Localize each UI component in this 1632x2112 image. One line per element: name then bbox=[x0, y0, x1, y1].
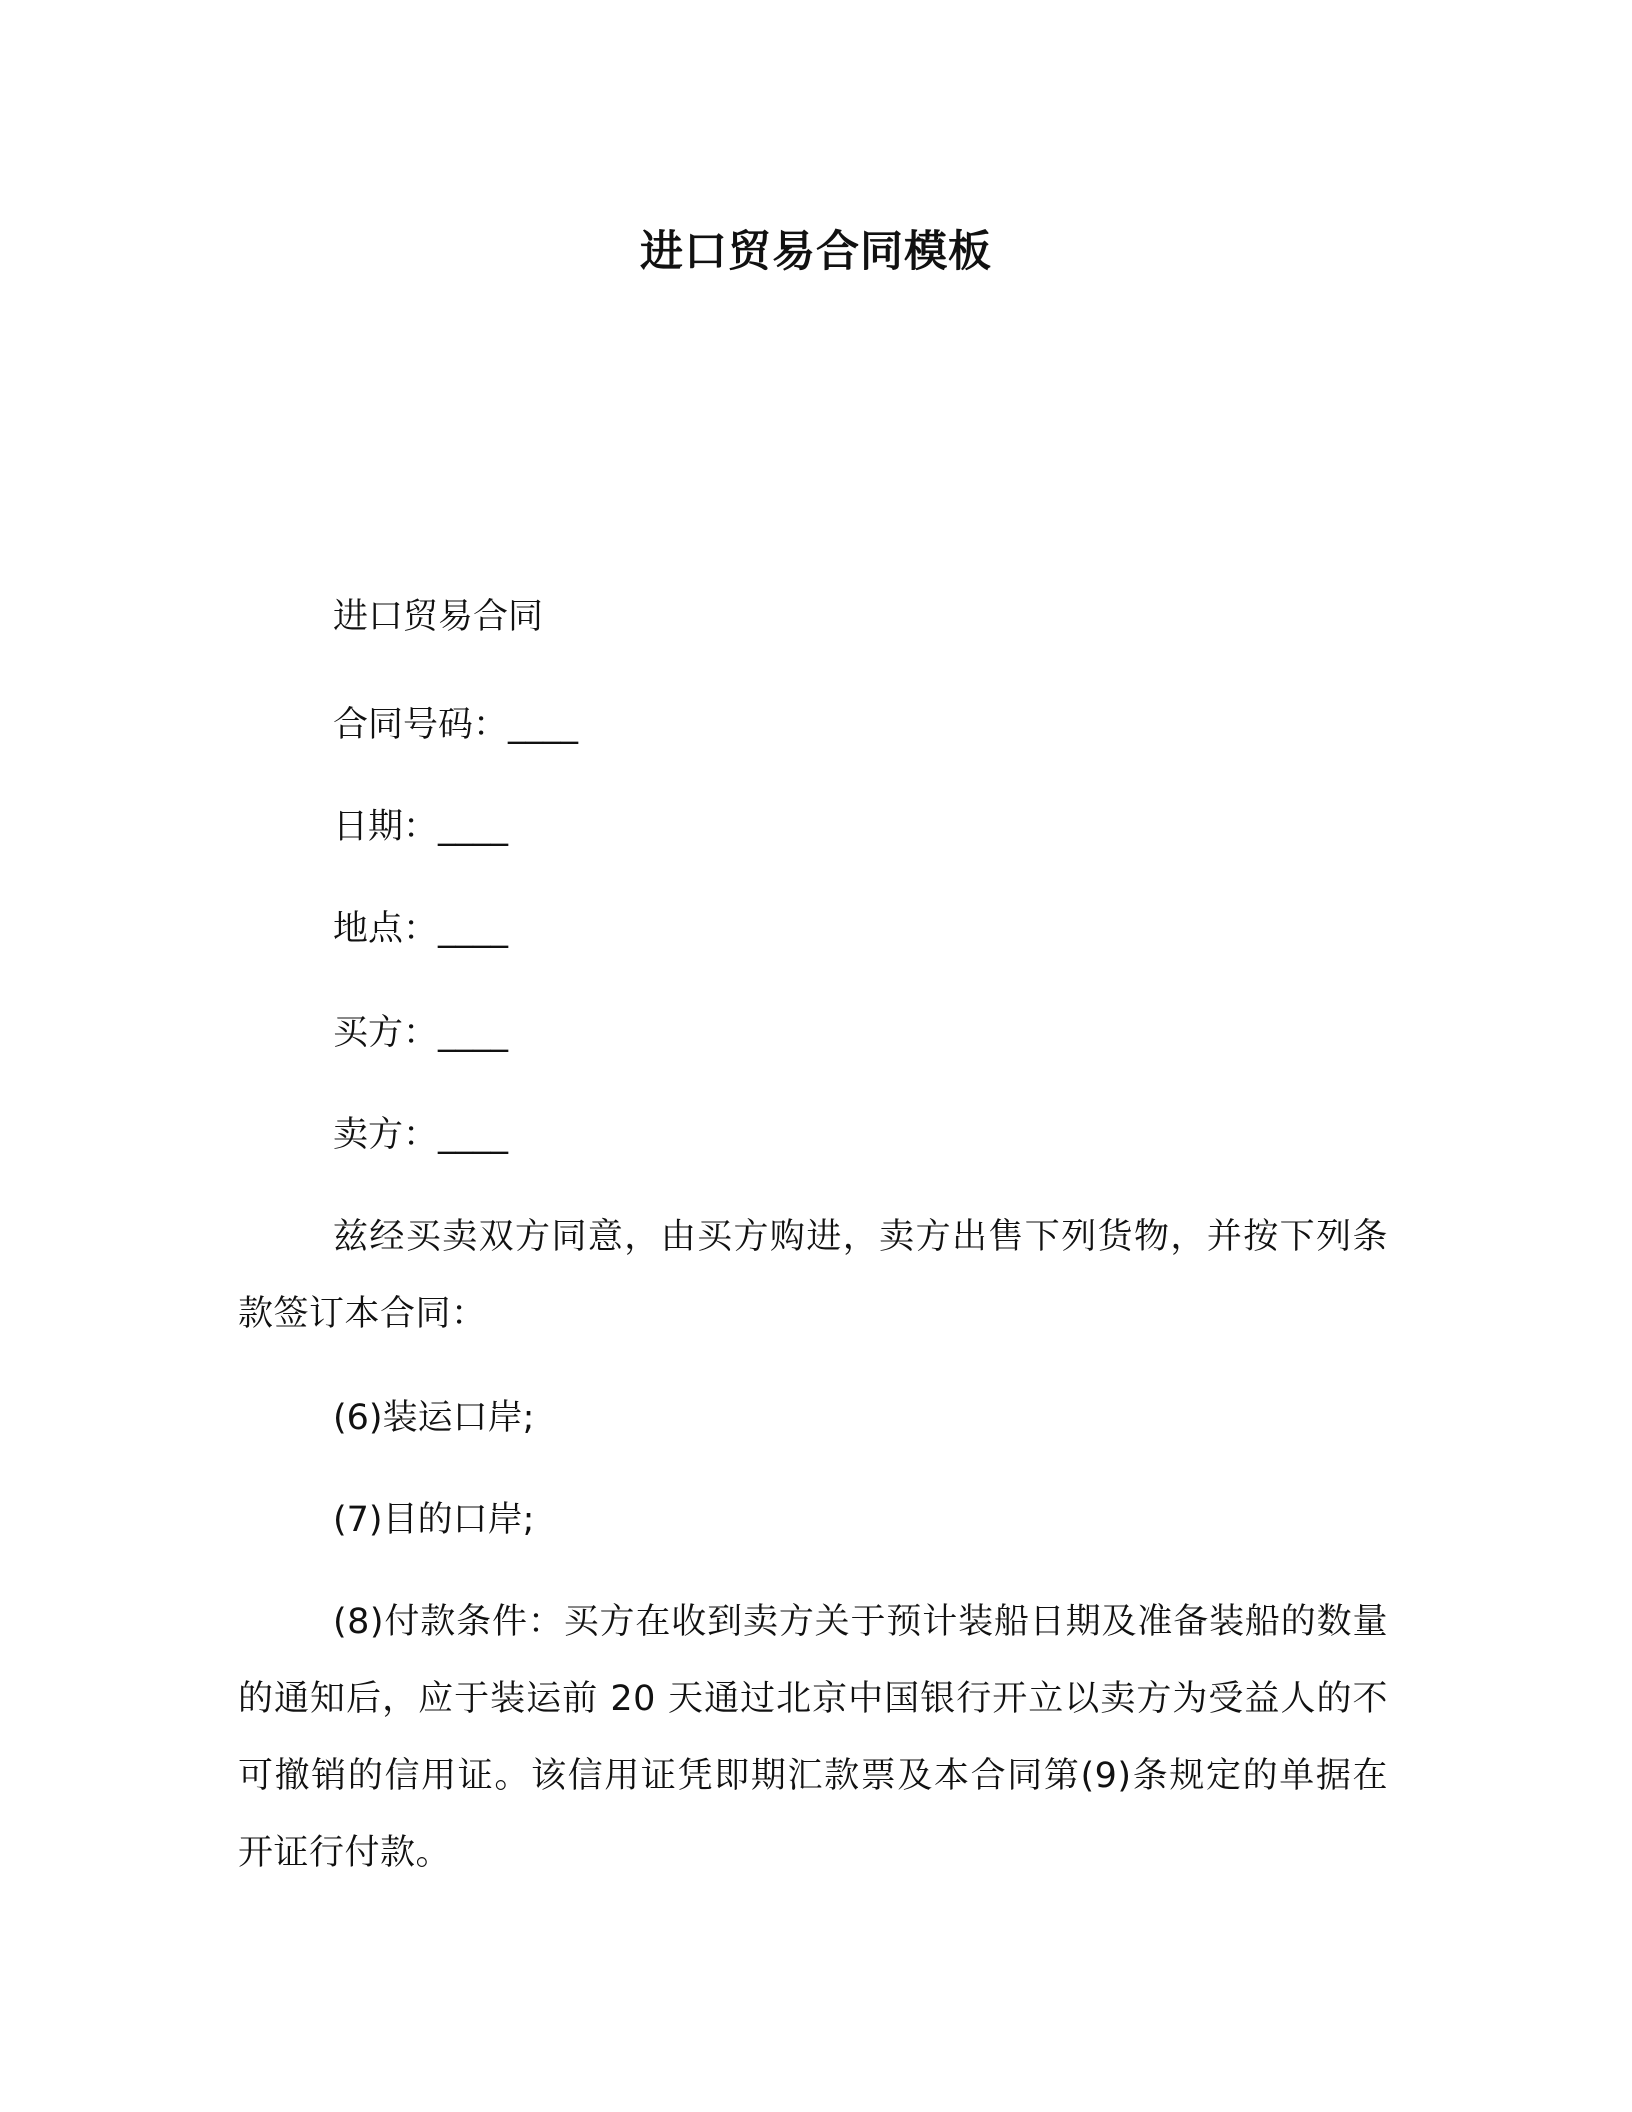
clause-destination-port: (7)目的口岸; bbox=[333, 1500, 535, 1540]
field-date: 日期：____ bbox=[333, 807, 509, 847]
clause-loading-port: (6)装运口岸; bbox=[333, 1398, 535, 1438]
document-title: 进口贸易合同模板 bbox=[640, 227, 992, 277]
field-seller: 卖方：____ bbox=[333, 1115, 509, 1155]
field-buyer: 买方：____ bbox=[333, 1013, 509, 1053]
field-place: 地点：____ bbox=[333, 909, 509, 949]
contract-heading: 进口贸易合同 bbox=[333, 597, 544, 637]
intro-paragraph: 兹经买卖双方同意，由买方购进，卖方出售下列货物，并按下列条款签订本合同： bbox=[238, 1217, 1388, 1334]
clause-payment-terms: (8)付款条件：买方在收到卖方关于预计装船日期及准备装船的数量的通知后，应于装运前 20 天通过北京中国银行开立以卖方为受益人的不可撤销的信用证。该信用证凭即期汇款票及本合同第(9)条规定的单据在开证行付款。 bbox=[238, 1602, 1388, 1873]
field-contract-number: 合同号码：____ bbox=[333, 705, 579, 745]
